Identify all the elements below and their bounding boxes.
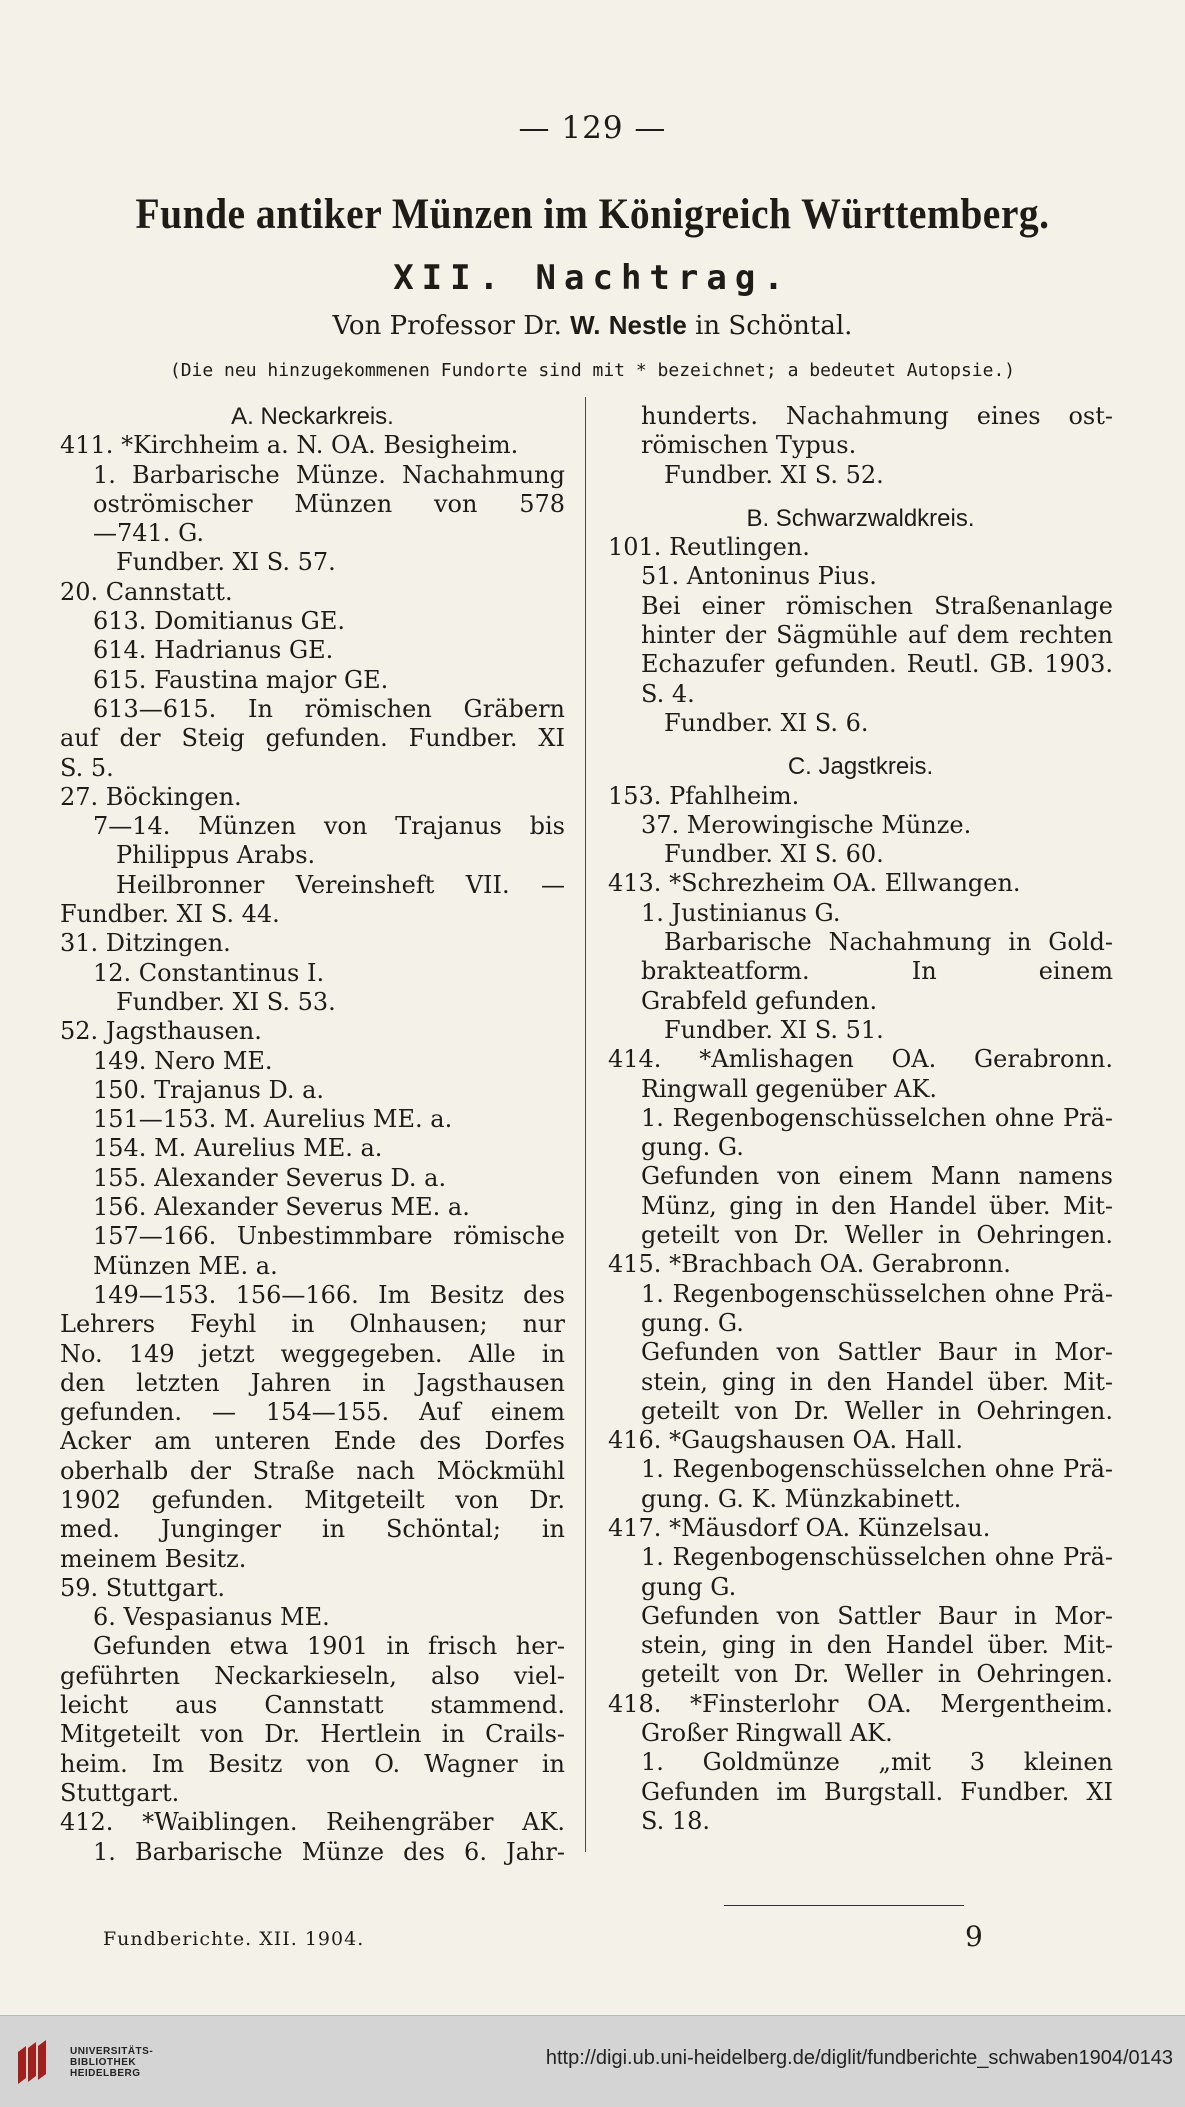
text-line: 52. Jagsthausen. [60, 1017, 262, 1046]
text-line: 12. Constantinus I. [93, 958, 325, 987]
text-line: S. 5. [60, 753, 114, 782]
text-line: Fundber. XI S. 60. [664, 840, 884, 869]
text-line: geführten Neckarkieseln, also viel- [60, 1661, 565, 1690]
text-line: Mitgeteilt von Dr. Hertlein in Crails- [60, 1720, 565, 1749]
text-line: S. 4. [641, 679, 695, 708]
text-line: 149. Nero ME. [93, 1046, 273, 1075]
legend-note: (Die neu hinzugekommenen Fundorte sind mit * bezeichnet; a bedeutet Autopsie.) [169, 360, 1016, 381]
author-suffix: in Schöntal. [695, 311, 853, 341]
text-line: 1. Regenbogenschüsselchen ohne Prä- [641, 1103, 1113, 1132]
text-line: Echazufer gefunden. Reutl. GB. 1903. [641, 650, 1113, 679]
library-logo-icon [14, 2038, 54, 2088]
text-line: 1. Barbarische Münze. Nachahmung [93, 460, 565, 489]
text-line: Münzen ME. a. [93, 1251, 278, 1280]
text-line: 1. Goldmünze „mit 3 kleinen [641, 1748, 1113, 1777]
text-line: 37. Merowingische Münze. [641, 810, 972, 839]
library-bar [0, 2015, 1185, 2107]
text-line: —741. G. [93, 519, 205, 548]
text-line: Heilbronner Vereinsheft VII. — [116, 870, 565, 899]
text-line: gefunden. — 154—155. Auf einem [60, 1398, 565, 1427]
text-line: 6. Vespasianus ME. [93, 1603, 330, 1632]
text-line: 155. Alexander Severus D. a. [93, 1163, 447, 1192]
text-line: Fundber. XI S. 51. [664, 1015, 884, 1044]
text-line: 613—615. In römischen Gräbern [93, 694, 565, 723]
section-heading: C. Jagstkreis. [787, 753, 934, 781]
library-line-3: HEIDELBERG [70, 2068, 141, 2079]
text-line: 150. Trajanus D. a. [93, 1075, 325, 1104]
text-line: Acker am unteren Ende des Dorfes [60, 1427, 565, 1456]
text-line: 412. *Waiblingen. Reihengräber AK. [60, 1808, 565, 1837]
text-line: geteilt von Dr. Weller in Oehringen. [641, 1660, 1113, 1689]
text-line: No. 149 jetzt weggegeben. Alle in [60, 1339, 565, 1368]
text-line: Bei einer römischen Straßenanlage [641, 591, 1113, 620]
left-column [60, 402, 565, 1867]
text-line: Philippus Arabs. [116, 841, 316, 870]
text-line: 615. Faustina major GE. [93, 665, 389, 694]
footer-source: Fundberichte. XII. 1904. [103, 1928, 365, 1950]
text-line: 7—14. Münzen von Trajanus bis [93, 812, 565, 841]
text-line: 27. Böckingen. [60, 782, 242, 811]
text-line: 1902 gefunden. Mitgeteilt von Dr. [60, 1485, 565, 1514]
text-line: auf der Steig gefunden. Fundber. XI [60, 724, 565, 753]
text-line: 1. Barbarische Münze des 6. Jahr- [93, 1837, 565, 1866]
text-line: Fundber. XI S. 57. [116, 548, 336, 577]
text-line: leicht aus Cannstatt stammend. [60, 1691, 565, 1720]
text-line: Fundber. XI S. 52. [664, 460, 884, 489]
spacer [608, 738, 1113, 752]
text-line: 154. M. Aurelius ME. a. [93, 1134, 383, 1163]
text-line: Ringwall gegenüber AK. [641, 1074, 938, 1103]
library-line-2: BIBLIOTHEK [70, 2057, 137, 2068]
text-line: stein, ging in den Handel über. Mit- [641, 1367, 1113, 1396]
library-name [70, 2046, 153, 2079]
text-line: 416. *Gaugshausen OA. Hall. [608, 1426, 963, 1455]
text-line: S. 18. [641, 1806, 711, 1835]
text-line: 149—153. 156—166. Im Besitz des [93, 1280, 565, 1309]
text-line: Gefunden von Sattler Baur in Mor- [641, 1338, 1113, 1367]
text-line: 20. Cannstatt. [60, 577, 233, 606]
text-line: 1. Regenbogenschüsselchen ohne Prä- [641, 1455, 1113, 1484]
text-line: 417. *Mäusdorf OA. Künzelsau. [608, 1513, 991, 1542]
spacer [608, 490, 1113, 504]
text-line: 1. Justinianus G. [641, 898, 841, 927]
text-line: 613. Domitianus GE. [93, 607, 345, 636]
text-line: 1. Regenbogenschüsselchen ohne Prä- [641, 1543, 1113, 1572]
author-line [0, 310, 1185, 341]
text-line: 51. Antoninus Pius. [641, 562, 877, 591]
text-line: Barbarische Nachahmung in Gold- [664, 928, 1113, 957]
text-line: Fundber. XI S. 53. [116, 987, 336, 1016]
text-line: 153. Pfahlheim. [608, 781, 800, 810]
text-line: med. Junginger in Schöntal; in [60, 1515, 565, 1544]
text-line: geteilt von Dr. Weller in Oehringen. [641, 1221, 1113, 1250]
subtitle: XII. Nachtrag. [393, 258, 792, 298]
text-line: 418. *Finsterlohr OA. Mergentheim. [608, 1689, 1113, 1718]
text-line: stein, ging in den Handel über. Mit- [641, 1631, 1113, 1660]
text-line: heim. Im Besitz von O. Wagner in [60, 1749, 565, 1778]
text-line: oströmischer Münzen von 578 [93, 489, 565, 518]
author-initial: W. [570, 310, 601, 340]
text-line: 31. Ditzingen. [60, 929, 231, 958]
page-title: Funde antiker Münzen im Königreich Württemberg. [135, 191, 1050, 238]
text-line: geteilt von Dr. Weller in Oehringen. [641, 1396, 1113, 1425]
text-line: hinter der Sägmühle auf dem rechten [641, 621, 1113, 650]
text-line: oberhalb der Straße nach Möckmühl [60, 1456, 565, 1485]
library-line-1: UNIVERSITÄTS- [70, 2046, 154, 2057]
section-heading: A. Neckarkreis. [231, 403, 394, 430]
text-line: 59. Stuttgart. [60, 1573, 226, 1602]
text-line: 411. *Kirchheim a. N. OA. Besigheim. [60, 431, 519, 460]
text-line: römischen Typus. [641, 431, 857, 460]
text-line: 614. Hadrianus GE. [93, 636, 334, 665]
text-line: Gefunden von einem Mann namens [641, 1162, 1113, 1191]
text-line: Grabfeld gefunden. [641, 986, 878, 1015]
text-line: Lehrers Feyhl in Olnhausen; nur [60, 1310, 565, 1339]
column-divider [585, 397, 586, 1852]
text-line: Gefunden etwa 1901 in frisch her- [93, 1632, 565, 1661]
footer-sheet-number: 9 [965, 1920, 983, 1953]
source-url[interactable]: http://digi.ub.uni-heidelberg.de/diglit/fundberichte_schwaben1904/0143 [545, 2047, 1173, 2069]
text-line: 414. *Amlishagen OA. Gerabronn. [608, 1045, 1113, 1074]
text-line: 157—166. Unbestimmbare römische [93, 1222, 565, 1251]
text-line: Fundber. XI S. 44. [60, 900, 280, 929]
text-line: Fundber. XI S. 6. [664, 708, 869, 737]
text-line: 413. *Schrezheim OA. Ellwangen. [608, 869, 1021, 898]
text-line: 151—153. M. Aurelius ME. a. [93, 1105, 453, 1134]
text-line: 156. Alexander Severus ME. a. [93, 1193, 470, 1222]
text-line: Gefunden von Sattler Baur in Mor- [641, 1601, 1113, 1630]
page-number: — 129 — [518, 110, 667, 146]
text-line: Gefunden im Burgstall. Fundber. XI [641, 1777, 1113, 1806]
text-line: 101. Reutlingen. [608, 533, 810, 562]
text-line: Großer Ringwall AK. [641, 1719, 893, 1748]
right-column [608, 402, 1113, 1836]
text-line: 415. *Brachbach OA. Gerabronn. [608, 1250, 1011, 1279]
text-line: hunderts. Nachahmung eines ost- [641, 402, 1113, 430]
text-line: Stuttgart. [60, 1778, 180, 1807]
text-line: meinem Besitz. [60, 1544, 247, 1573]
author-prefix: Von Professor Dr. [332, 311, 562, 341]
text-line: den letzten Jahren in Jagsthausen [60, 1368, 565, 1397]
text-line: gung. G. K. Münzkabinett. [641, 1484, 962, 1513]
author-name: Nestle [608, 310, 687, 340]
section-heading: B. Schwarzwaldkreis. [746, 504, 975, 532]
text-line: gung G. [641, 1572, 737, 1601]
text-line: brakteatform. In einem [641, 957, 1113, 986]
text-line: 1. Regenbogenschüsselchen ohne Prä- [641, 1279, 1113, 1308]
text-line: gung. G. [641, 1308, 744, 1337]
text-line: gung. G. [641, 1133, 744, 1162]
footer-rule [724, 1905, 964, 1906]
text-line: Münz, ging in den Handel über. Mit- [641, 1191, 1113, 1220]
